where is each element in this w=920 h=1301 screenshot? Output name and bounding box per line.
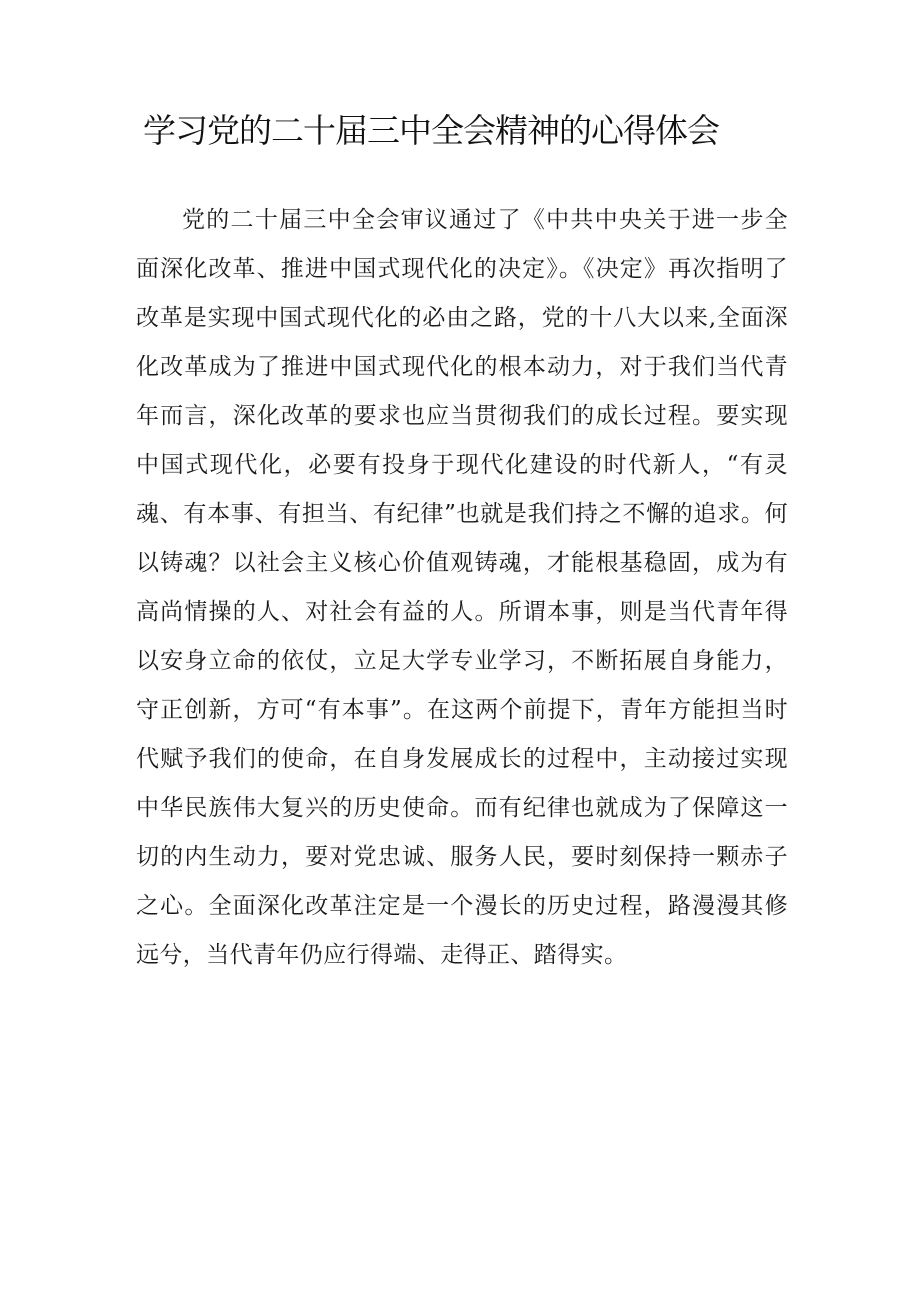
document-title: 学习党的二十届三中全会精神的心得体会 xyxy=(143,111,719,150)
body-paragraph: 党的二十届三中全会审议通过了《中共中央关于进一步全面深化改革、推进中国式现代化的决定》。《决定》再次指明了改革是实现中国式现代化的必由之路，党的十八大以来,全面深化改革成为了推进中国式现代化的根本动力，对于我们当代青年而言，深化改革的要求也应当贯彻我们的成长过程。要实现中国式现代化，必要有投身于现代化建设的时代新人，“有灵魂、有本事、有担当、有纪律”也就是我们持之不懈的追求。何以铸魂？以社会主义核心价值观铸魂，才能根基稳固，成为有高尚情操的人、对社会有益的人。所谓本事，则是当代青年得以安身立命的依仗，立足大学专业学习，不断拓展自身能力，守正创新，方可“有本事”。在这两个前提下，青年方能担当时代赋予我们的使命，在自身发展成长的过程中，主动接过实现中华民族伟大复兴的历史使命。而有纪律也就成为了保障这一切的内生动力，要对党忠诚、服务人民，要时刻保持一颗赤子之心。全面深化改革注定是一个漫长的历史过程，路漫漫其修远兮，当代青年仍应行得端、走得正、踏得实。 xyxy=(136,207,788,968)
